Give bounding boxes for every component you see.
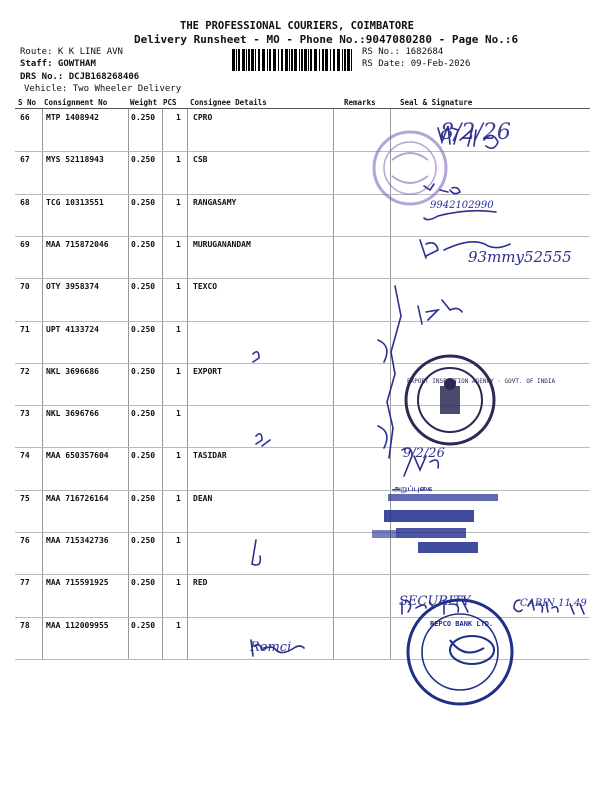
route-label: Route: K K LINE AVN [20, 47, 123, 57]
cell-consignment: MAA 716726164 [46, 493, 109, 503]
cell-consignment: MAA 715872046 [46, 239, 109, 249]
cell-pcs: 1 [176, 155, 181, 165]
staff-label: Staff: GOWTHAM [20, 59, 96, 69]
cell-pcs: 1 [176, 239, 181, 249]
cell-sno: 78 [20, 620, 30, 630]
cell-sno: 70 [20, 282, 30, 292]
export-inspection-stamp-icon [406, 356, 494, 444]
cell-consignee: CPRO [193, 113, 213, 122]
rs-date: RS Date: 09-Feb-2026 [362, 59, 471, 69]
cell-sno: 73 [20, 409, 30, 419]
cell-consignment: MAA 715342736 [46, 536, 109, 545]
handwritten-cabin: CABIN 11.49 [520, 598, 587, 609]
cell-consignment: NKL 3696766 [46, 409, 99, 419]
handwritten-phone-2: 93mmy52555 [468, 248, 572, 266]
cell-consignee: RANGASAMY [193, 197, 237, 207]
cell-sno: 69 [20, 239, 30, 249]
handwritten-date-1: 8/2/26 [440, 120, 511, 145]
cell-weight: 0.250 [131, 620, 156, 630]
cell-weight: 0.250 [131, 239, 156, 249]
cell-weight: 0.250 [131, 409, 156, 419]
col-weight: Weight [130, 98, 158, 107]
cell-consignment: NKL 3696686 [46, 366, 99, 376]
cell-consignee: TEXCO [193, 282, 218, 292]
cell-pcs: 1 [176, 578, 181, 588]
cell-consignee: CSB [193, 155, 208, 165]
cell-consignment: MYS 52118943 [46, 155, 104, 165]
cell-sno: 68 [20, 197, 30, 207]
cell-consignment: MAA 112009955 [46, 620, 109, 630]
vehicle-label: Vehicle: Two Wheeler Delivery [24, 84, 182, 94]
cell-pcs: 1 [176, 493, 181, 503]
col-consignment: Consignment No [44, 98, 108, 107]
cell-pcs: 1 [176, 451, 181, 461]
cell-weight: 0.250 [131, 578, 156, 588]
cell-weight: 0.250 [131, 366, 156, 376]
export-stamp-text: EXPORT INSPECTION AGENCY · GOVT. OF INDIA [407, 378, 556, 385]
cell-pcs: 1 [176, 409, 181, 419]
col-consignee: Consignee Details [190, 98, 267, 107]
tamil-stamp-text: அறுப்புகை [392, 484, 433, 493]
cell-consignment: MAA 650357604 [46, 451, 109, 461]
cell-pcs: 1 [176, 113, 181, 122]
cell-consignee: RED [193, 578, 208, 588]
cell-pcs: 1 [176, 366, 181, 376]
signature-scribbles-icon [251, 126, 584, 656]
cell-consignment: MTP 1408942 [46, 113, 99, 122]
cell-consignment: MAA 715591925 [46, 578, 109, 588]
handwritten-phone-1: 9942102990 [430, 200, 494, 211]
repco-bank-stamp-icon [408, 600, 512, 704]
cell-sno: 76 [20, 536, 30, 545]
cell-consignment: TCG 10313551 [46, 197, 104, 207]
cell-weight: 0.250 [131, 451, 156, 461]
cell-consignment: OTY 3958374 [46, 282, 99, 292]
cell-sno: 77 [20, 578, 30, 588]
handwritten-signature-last: Remci [250, 640, 292, 655]
cell-sno: 67 [20, 155, 30, 165]
cell-sno: 74 [20, 451, 30, 461]
cell-weight: 0.250 [131, 197, 156, 207]
cell-weight: 0.250 [131, 493, 156, 503]
company-title: THE PROFESSIONAL COURIERS, COIMBATORE [180, 20, 414, 32]
handwritten-security: SECURITY [399, 594, 471, 609]
round-seal-icon [374, 132, 446, 204]
cell-sno: 71 [20, 324, 30, 334]
cell-weight: 0.250 [131, 282, 156, 292]
cell-sno: 72 [20, 366, 30, 376]
cell-sno: 66 [20, 113, 30, 122]
cell-consignee: DEAN [193, 493, 213, 503]
cell-consignee: TASIDAR [193, 451, 227, 461]
cell-pcs: 1 [176, 324, 181, 334]
cell-consignment: UPT 4133724 [46, 324, 99, 334]
bank-stamp-text: REPCO BANK LTD. [430, 620, 494, 628]
cell-pcs: 1 [176, 536, 181, 545]
handwritten-date-2: 9/2/26 [403, 446, 445, 461]
col-remarks: Remarks [344, 98, 376, 107]
cell-sno: 75 [20, 493, 30, 503]
cell-weight: 0.250 [131, 324, 156, 334]
cell-consignee: EXPORT [193, 366, 222, 376]
cell-consignee: MURUGANANDAM [193, 239, 251, 249]
runsheet-subtitle: Delivery Runsheet - MO - Phone No.:9047080280 - Page No.:6 [134, 33, 519, 46]
drs-number: DRS No.: DCJB168268406 [20, 72, 140, 82]
tamil-stamp-icon [372, 494, 498, 553]
rs-number: RS No.: 1682684 [362, 47, 444, 57]
col-pcs: PCS [163, 98, 177, 107]
cell-pcs: 1 [176, 197, 181, 207]
cell-weight: 0.250 [131, 155, 156, 165]
col-seal: Seal & Signature [400, 98, 473, 107]
cell-weight: 0.250 [131, 536, 156, 545]
cell-pcs: 1 [176, 282, 181, 292]
col-sno: S No [18, 98, 37, 107]
cell-pcs: 1 [176, 620, 181, 630]
cell-weight: 0.250 [131, 113, 156, 122]
